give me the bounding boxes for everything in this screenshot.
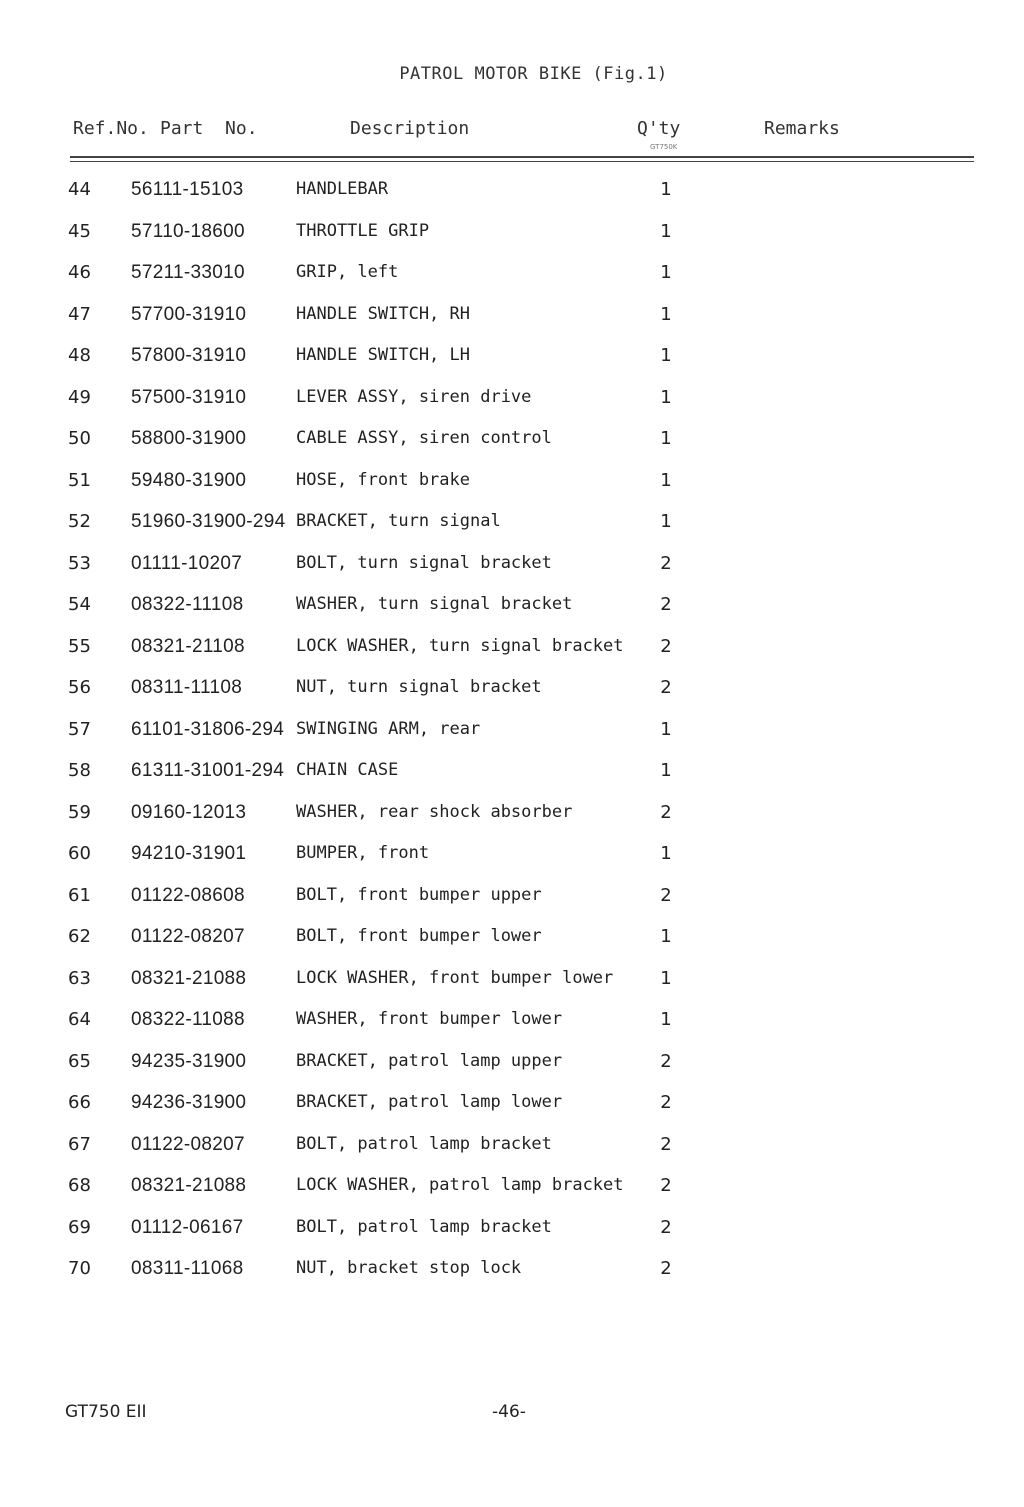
table-row	[0, 669, 1024, 711]
page-title: PATROL MOTOR BIKE (Fig.1)	[399, 64, 668, 84]
table-row	[0, 1084, 1024, 1126]
ref-no-cell: 52	[68, 511, 91, 532]
header-qty: Q'ty	[637, 118, 681, 139]
table-row	[0, 1126, 1024, 1168]
ref-no-cell: 65	[68, 1050, 91, 1072]
qty-cell: 2	[660, 552, 672, 574]
description-cell: LOCK WASHER, patrol lamp bracket	[296, 1175, 624, 1195]
qty-cell: 2	[660, 677, 672, 698]
table-row	[0, 1043, 1024, 1085]
qty-cell: 1	[660, 386, 672, 408]
qty-cell: 1	[660, 967, 672, 989]
part-no-cell: 57211-33010	[131, 262, 245, 283]
table-row	[0, 1250, 1024, 1292]
part-no-cell: 08311-11108	[131, 677, 243, 698]
qty-cell: 1	[660, 511, 672, 532]
table-row	[0, 918, 1024, 960]
table-row	[0, 545, 1024, 587]
table-row	[0, 171, 1024, 213]
ref-no-cell: 60	[68, 843, 91, 864]
table-row	[0, 752, 1024, 794]
part-no-cell: 61311-31001-294	[131, 760, 285, 781]
table-row	[0, 794, 1024, 836]
qty-cell: 1	[660, 760, 672, 781]
description-cell: BRACKET, patrol lamp upper	[296, 1050, 563, 1071]
part-no-cell: 56111-15103	[131, 179, 244, 200]
qty-cell: 2	[660, 1092, 672, 1113]
table-row	[0, 1001, 1024, 1043]
ref-no-cell: 62	[68, 926, 91, 947]
description-cell: HANDLE SWITCH, LH	[296, 345, 470, 365]
ref-no-cell: 50	[68, 428, 91, 449]
part-no-cell: 01122-08207	[131, 926, 245, 947]
table-row	[0, 379, 1024, 421]
ref-no-cell: 59	[68, 801, 91, 823]
footer-model: GT750 EII	[65, 1402, 147, 1422]
ref-no-cell: 45	[68, 220, 91, 242]
ref-no-cell: 44	[68, 179, 91, 200]
qty-cell: 1	[660, 303, 672, 325]
description-cell: LEVER ASSY, siren drive	[296, 386, 532, 407]
part-no-cell: 94235-31900	[131, 1050, 247, 1072]
header-qty-model: GT750K	[650, 143, 678, 151]
ref-no-cell: 55	[68, 635, 91, 657]
description-cell: BOLT, front bumper upper	[296, 884, 542, 905]
part-no-cell: 61101-31806-294	[131, 718, 285, 740]
part-no-cell: 58800-31900	[131, 428, 247, 449]
description-cell: SWINGING ARM, rear	[296, 718, 481, 739]
qty-cell: 2	[660, 1258, 672, 1279]
part-no-cell: 59480-31900	[131, 469, 247, 491]
part-no-cell: 09160-12013	[131, 801, 247, 823]
part-no-cell: 57110-18600	[131, 220, 245, 242]
table-row	[0, 420, 1024, 462]
ref-no-cell: 66	[68, 1092, 91, 1113]
part-no-cell: 08322-11108	[131, 594, 244, 615]
description-cell: BRACKET, patrol lamp lower	[296, 1092, 563, 1112]
qty-cell: 1	[660, 262, 672, 283]
description-cell: BUMPER, front	[296, 843, 430, 863]
table-row	[0, 503, 1024, 545]
qty-cell: 1	[660, 843, 672, 864]
description-cell: WASHER, turn signal bracket	[296, 594, 573, 614]
header-part-no: Part No.	[160, 118, 258, 139]
ref-no-cell: 46	[68, 262, 91, 283]
description-cell: GRIP, left	[296, 262, 399, 282]
description-cell: THROTTLE GRIP	[296, 220, 430, 241]
page-number: -46-	[492, 1402, 526, 1422]
table-row	[0, 337, 1024, 379]
part-no-cell: 57700-31910	[131, 303, 247, 325]
table-row	[0, 877, 1024, 919]
ref-no-cell: 67	[68, 1133, 91, 1155]
description-cell: CHAIN CASE	[296, 760, 399, 780]
ref-no-cell: 49	[68, 386, 91, 408]
part-no-cell: 08311-11068	[131, 1258, 244, 1279]
description-cell: WASHER, front bumper lower	[296, 1009, 563, 1029]
qty-cell: 2	[660, 1216, 672, 1238]
description-cell: BRACKET, turn signal	[296, 511, 501, 531]
table-row	[0, 213, 1024, 255]
part-no-cell: 08321-21088	[131, 1175, 247, 1196]
qty-cell: 1	[660, 469, 672, 491]
part-no-cell: 01111-10207	[131, 552, 243, 574]
description-cell: BOLT, front bumper lower	[296, 926, 542, 946]
table-row	[0, 296, 1024, 338]
description-cell: LOCK WASHER, front bumper lower	[296, 967, 614, 988]
table-row	[0, 462, 1024, 504]
description-cell: HOSE, front brake	[296, 469, 470, 490]
description-cell: BOLT, patrol lamp bracket	[296, 1216, 552, 1237]
part-no-cell: 01122-08207	[131, 1133, 245, 1155]
description-cell: WASHER, rear shock absorber	[296, 801, 573, 822]
qty-cell: 2	[660, 1175, 672, 1196]
table-row	[0, 586, 1024, 628]
part-no-cell: 51960-31900-294	[131, 511, 286, 532]
description-cell: HANDLEBAR	[296, 179, 389, 199]
table-row	[0, 1209, 1024, 1251]
description-cell: BOLT, turn signal bracket	[296, 552, 552, 573]
description-cell: NUT, turn signal bracket	[296, 677, 542, 697]
ref-no-cell: 51	[68, 469, 91, 491]
part-no-cell: 94210-31901	[131, 843, 247, 864]
qty-cell: 1	[660, 718, 672, 740]
qty-cell: 1	[660, 1009, 672, 1030]
table-row	[0, 628, 1024, 670]
ref-no-cell: 61	[68, 884, 91, 906]
part-no-cell: 08321-21108	[131, 635, 245, 657]
ref-no-cell: 54	[68, 594, 91, 615]
header-description: Description	[350, 118, 470, 139]
part-no-cell: 08321-21088	[131, 967, 247, 989]
part-no-cell: 08322-11088	[131, 1009, 245, 1030]
qty-cell: 2	[660, 594, 672, 615]
ref-no-cell: 58	[68, 760, 91, 781]
table-row	[0, 254, 1024, 296]
header-rule-top	[70, 156, 974, 158]
part-no-cell: 01112-06167	[131, 1216, 244, 1238]
ref-no-cell: 48	[68, 345, 91, 366]
header-ref-no: Ref.No.	[73, 118, 149, 139]
description-cell: LOCK WASHER, turn signal bracket	[296, 635, 624, 656]
part-no-cell: 01122-08608	[131, 884, 245, 906]
table-row	[0, 1167, 1024, 1209]
qty-cell: 2	[660, 635, 672, 657]
ref-no-cell: 68	[68, 1175, 91, 1196]
qty-cell: 1	[660, 179, 672, 200]
parts-table	[0, 171, 1024, 1292]
qty-cell: 1	[660, 926, 672, 947]
qty-cell: 1	[660, 220, 672, 242]
description-cell: CABLE ASSY, siren control	[296, 428, 552, 448]
part-no-cell: 94236-31900	[131, 1092, 247, 1113]
table-row	[0, 711, 1024, 753]
ref-no-cell: 53	[68, 552, 91, 574]
ref-no-cell: 63	[68, 967, 91, 989]
qty-cell: 2	[660, 884, 672, 906]
ref-no-cell: 64	[68, 1009, 91, 1030]
header-rule-bottom	[70, 161, 974, 162]
part-no-cell: 57800-31910	[131, 345, 247, 366]
description-cell: NUT, bracket stop lock	[296, 1258, 522, 1278]
qty-cell: 2	[660, 1133, 672, 1155]
qty-cell: 2	[660, 1050, 672, 1072]
ref-no-cell: 69	[68, 1216, 91, 1238]
table-row	[0, 960, 1024, 1002]
table-row	[0, 835, 1024, 877]
ref-no-cell: 56	[68, 677, 91, 698]
header-remarks: Remarks	[764, 118, 840, 139]
qty-cell: 1	[660, 345, 672, 366]
ref-no-cell: 47	[68, 303, 91, 325]
description-cell: BOLT, patrol lamp bracket	[296, 1133, 552, 1154]
description-cell: HANDLE SWITCH, RH	[296, 303, 470, 324]
ref-no-cell: 70	[68, 1258, 91, 1279]
qty-cell: 1	[660, 428, 672, 449]
ref-no-cell: 57	[68, 718, 91, 740]
part-no-cell: 57500-31910	[131, 386, 247, 408]
qty-cell: 2	[660, 801, 672, 823]
